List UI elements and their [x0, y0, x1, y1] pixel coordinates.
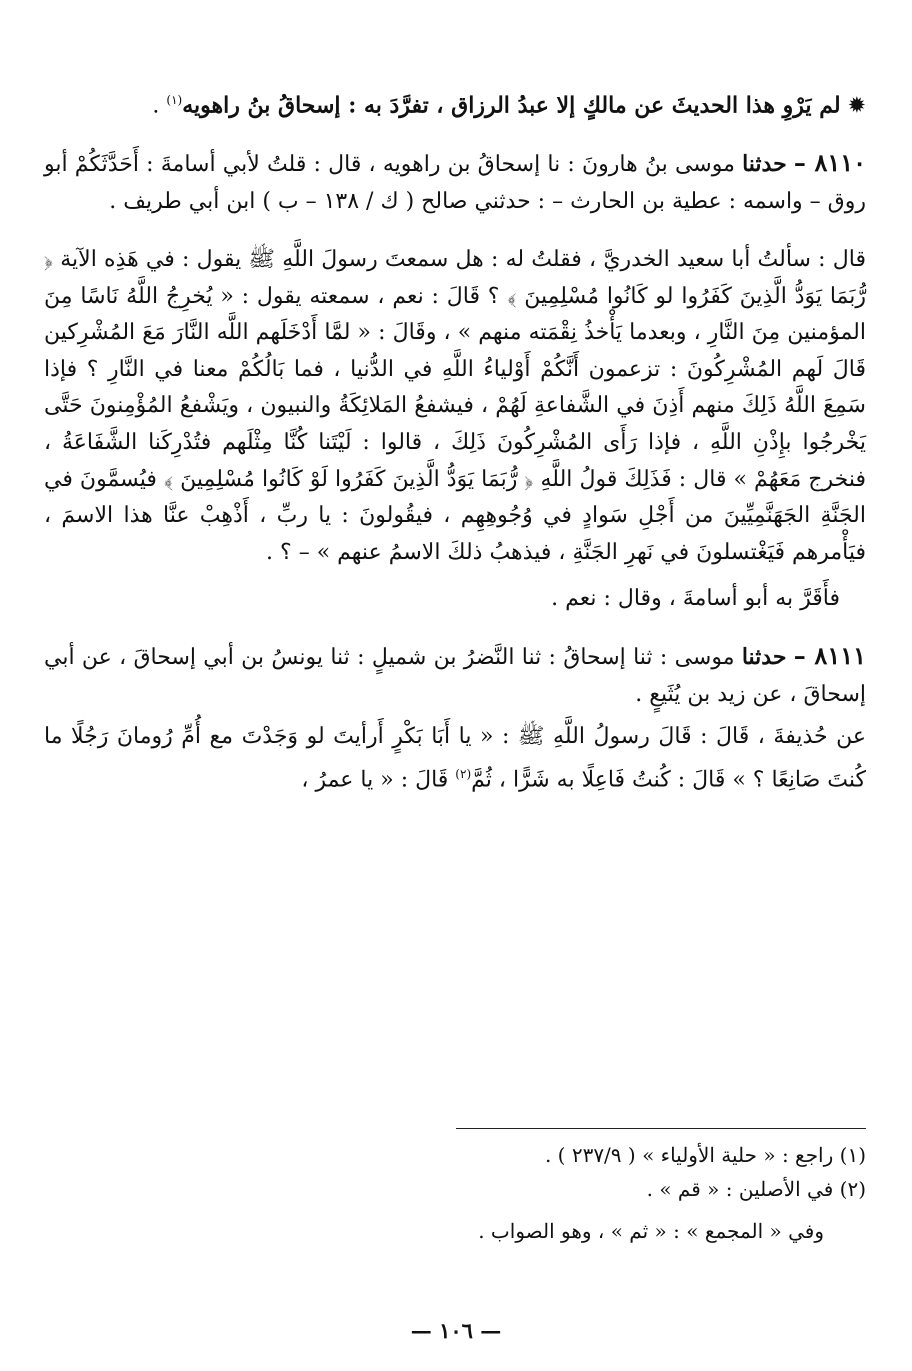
hadith-8111-matn-start: عن حُذيفةَ ، قَالَ : قَالَ رسولُ اللَّهِ ﷺ : « يا أَبَا بَكْرٍ أَرأيتَ لو وَجَدْتَ مع أُمِّ رُومانَ رَجُلًا ما كُنتَ صَانِعًا ؟ » قَالَ : كُنتُ فَاعِلًا به شَرًّا ، ثُمَّ [44, 724, 866, 793]
hadith-8111-matn [44, 719, 866, 799]
hadith-8110-matn: قال : سألتُ أبا سعيد الخدريَّ ، فقلتُ له : هل سمعتَ رسولَ اللَّهِ ﷺ يقول : في هَذِه الآية ﴿ رُّبَمَا يَوَدُّ الَّذِينَ كَفَرُوا لو كَانُوا مُسْلِمِينَ ﴾ ؟ قَالَ : نعم ، سمعته يقول : « يُخرِجُ اللَّهُ نَاسًا مِنَ المؤمنين مِنَ النَّارِ ، وبعدما يَأْخذُ نِقْمَته منهم » ، وقَالَ : « لمَّا أَدْخَلَهم اللَّه النَّارَ مَعَ المُشْرِكين قَالَ لَهم المُشْرِكُونَ : تزعمون أَنَّكُمْ أَوْلياءُ اللَّهِ في الدُّنيا ، فما بَالُكُمْ معنا في النَّارِ ؟ فإذا سَمِعَ اللَّهُ ذَلِكَ منهم أَذِنَ في الشَّفاعةِ لَهُمْ ، فيشفعُ المَلائِكَةُ والنبيون ، ويَشْفعُ المُؤْمِنونَ حَتَّى يَخْرجُوا بإِذْنِ اللَّهِ ، فإذا رَأَى المُشْرِكُونَ ذَلِكَ ، قالوا : لَيْتَنا كُنَّا مِثْلَهم فتُدْرِكَنا الشَّفَاعَةُ ، فنخرج مَعَهُمْ » قال : فَذَلِكَ قولُ اللَّهِ ﴿ رُّبَمَا يَوَدُّ الَّذِينَ كَفَرُوا لَوْ كَانُوا مُسْلِمِينَ ﴾ فيُسمَّونَ في الجَنَّةِ الجَهَنَّمِيِّينَ من أَجْلِ سَوادٍ في وُجُوهِهِم ، فيقُولونَ : يا ربِّ ، أَذْهِبْ عنَّا هذا الاسمَ ، فيَأْمرهم فَيَغْتسلونَ في نَهرِ الجَنَّةِ ، فيذهبُ ذلكَ الاسمُ عنهم » – ؟ . [44, 247, 866, 565]
hadith-8111-isnad [44, 638, 866, 713]
hadith-8111-lead: حدثنا [741, 644, 787, 671]
hadith-8111-chain: موسى : ثنا إسحاقُ : ثنا النَّضرُ بن شميلٍ : ثنا يونسُ بن أبي إسحاقَ ، عن أبي إسحاقَ ، عن زيد بن يُثَيعٍ . [44, 645, 866, 707]
footnote-2: (٢) في الأصلين : « قم » . [646, 1177, 866, 1201]
footnotes [44, 1138, 866, 1248]
takhrij-end: . [152, 93, 167, 119]
page-number: — ١٠٦ — [410, 1318, 502, 1343]
takhrij-text: لم يَرْوِ هذا الحديثَ عن مالكٍ إلا عبدُ الرزاق ، تفرَّدَ به : إسحاقُ بنُ راهويه [182, 92, 841, 119]
hadith-8110-chain: موسى بنُ هارونَ : نا إسحاقُ بن راهويه ، قال : قلتُ لأبي أسامةَ : أَحَدَّثَكُمْ أبو روق – واسمه : عطية بن الحارث – : حدثني صالح ( ك / ١٣٨ – ب ) ابن أبي طريف . [44, 151, 866, 214]
hadith-8110-isnad [44, 145, 866, 220]
footnote-2-note: وفي « المجمع » : « ثم » ، وهو الصواب . [478, 1219, 824, 1243]
hadith-8111-matn-end: قَالَ : « يا عمرُ ، [301, 767, 456, 793]
hadith-number-8111: ٨١١١ – [793, 641, 866, 671]
main-text [44, 82, 866, 799]
hadith-8110-closing: فأَقَرَّ به أبو أسامةَ ، وقال : نعم . [551, 586, 840, 612]
footnote-divider [456, 1128, 866, 1129]
asterisk-marker: ✹ [847, 93, 866, 119]
hadith-number-8110: ٨١١٠ – [793, 147, 866, 177]
hadith-8110-lead: حدثنا [742, 150, 787, 177]
takhrij-note [44, 82, 866, 125]
footnote-ref-2: (٢) [455, 766, 472, 781]
footnote-1: (١) راجع : « حلية الأولياء » ( ٢٣٧/٩ ) . [544, 1143, 866, 1167]
footnote-ref-1: (١) [166, 93, 183, 107]
